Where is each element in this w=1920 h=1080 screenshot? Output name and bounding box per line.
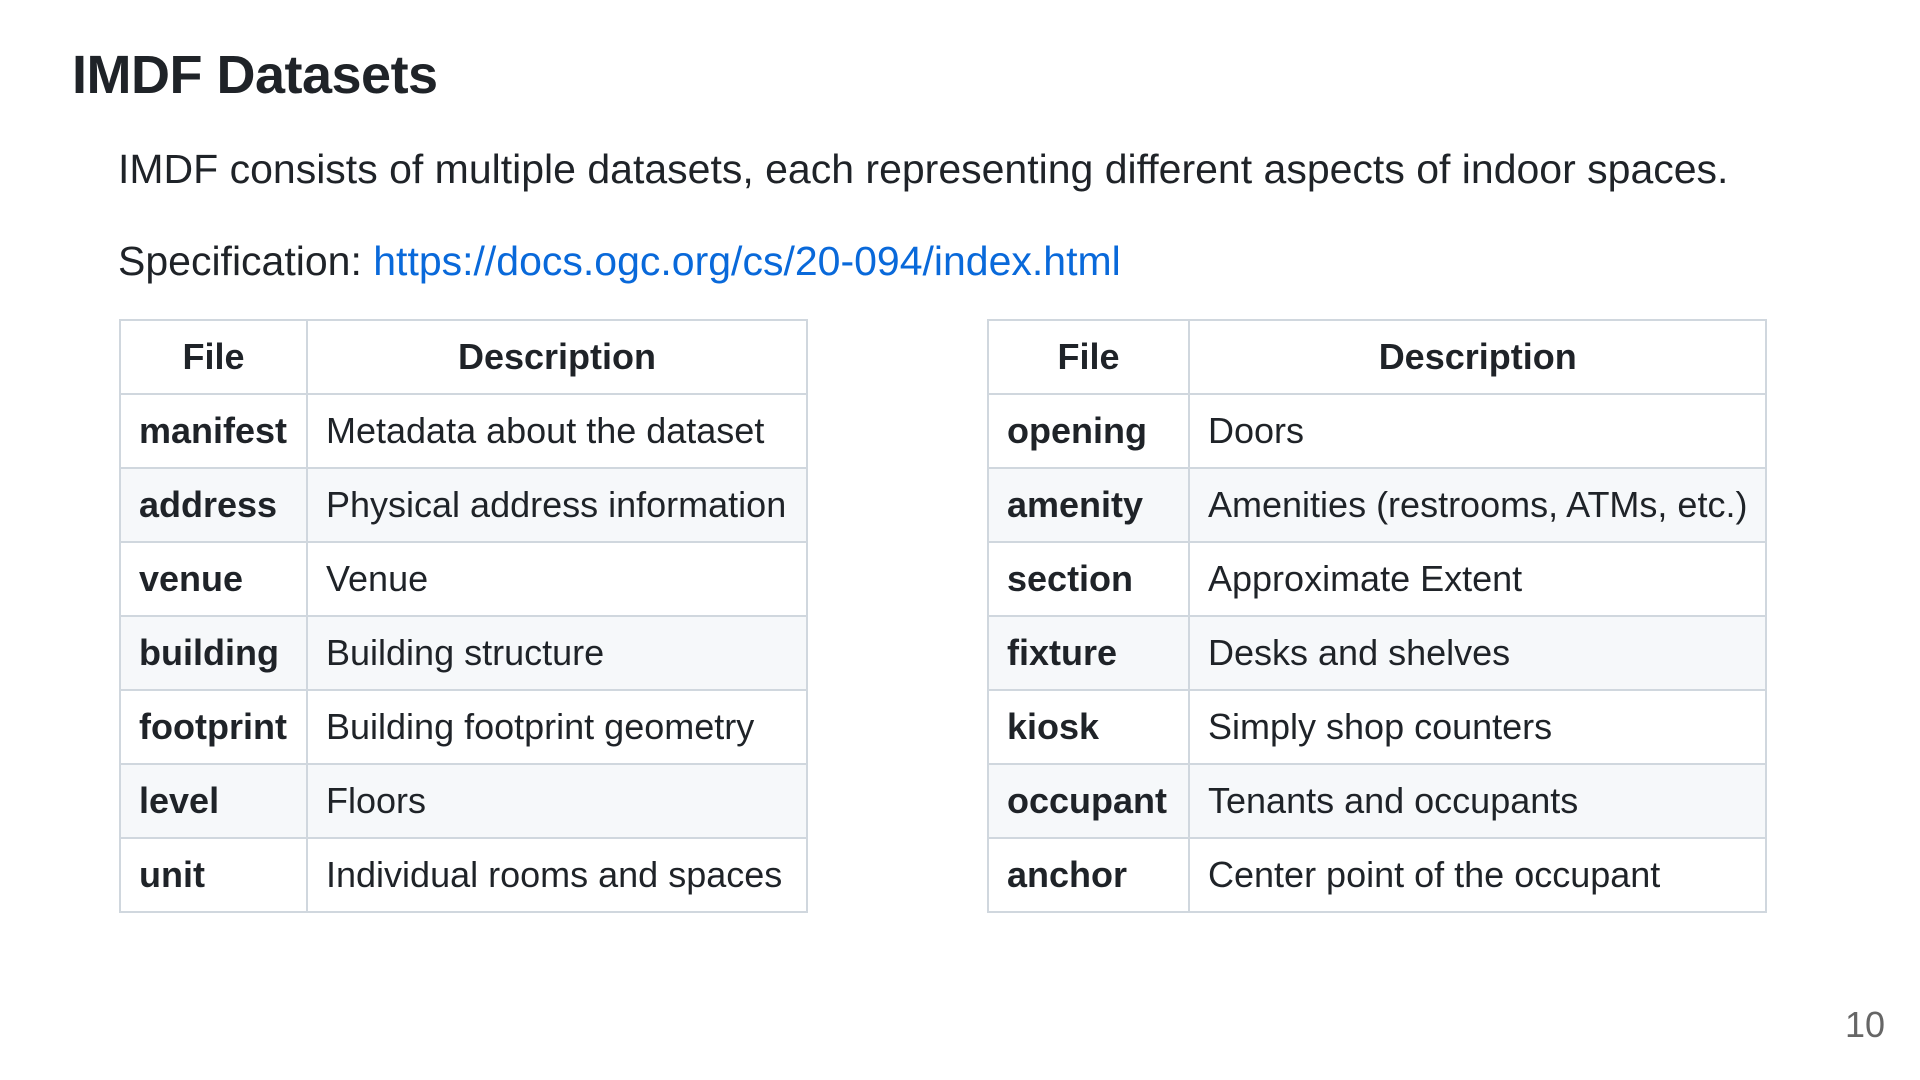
- datasets-table-left: [119, 319, 808, 913]
- file-cell: opening: [988, 394, 1189, 468]
- file-cell: footprint: [120, 690, 307, 764]
- column-header-description: Description: [307, 320, 807, 394]
- table-row: [988, 394, 1766, 468]
- slide-title: IMDF Datasets: [72, 45, 438, 105]
- description-cell: Desks and shelves: [1189, 616, 1766, 690]
- table-row: [120, 394, 807, 468]
- description-cell: Building structure: [307, 616, 807, 690]
- column-header-file: File: [988, 320, 1189, 394]
- table-row: [988, 468, 1766, 542]
- description-cell: Individual rooms and spaces: [307, 838, 807, 912]
- file-cell: address: [120, 468, 307, 542]
- description-cell: Physical address information: [307, 468, 807, 542]
- table-row: [988, 616, 1766, 690]
- table-row: [120, 838, 807, 912]
- file-cell: amenity: [988, 468, 1189, 542]
- description-cell: Metadata about the dataset: [307, 394, 807, 468]
- table-row: [988, 764, 1766, 838]
- file-cell: manifest: [120, 394, 307, 468]
- file-cell: section: [988, 542, 1189, 616]
- intro-text: IMDF consists of multiple datasets, each representing different aspects of indoor spaces.: [118, 146, 1729, 192]
- file-cell: fixture: [988, 616, 1189, 690]
- file-cell: anchor: [988, 838, 1189, 912]
- table-row: [120, 616, 807, 690]
- column-header-file: File: [120, 320, 307, 394]
- description-cell: Venue: [307, 542, 807, 616]
- specification-link[interactable]: https://docs.ogc.org/cs/20-094/index.html: [373, 238, 1121, 284]
- table-row: [120, 764, 807, 838]
- file-cell: building: [120, 616, 307, 690]
- file-cell: kiosk: [988, 690, 1189, 764]
- specification-line: [118, 238, 1121, 285]
- description-cell: Building footprint geometry: [307, 690, 807, 764]
- specification-label: Specification:: [118, 238, 374, 284]
- table-row: [120, 542, 807, 616]
- description-cell: Tenants and occupants: [1189, 764, 1766, 838]
- table-row: [988, 838, 1766, 912]
- file-cell: venue: [120, 542, 307, 616]
- file-cell: level: [120, 764, 307, 838]
- description-cell: Center point of the occupant: [1189, 838, 1766, 912]
- table-header-row: [120, 320, 807, 394]
- table-row: [120, 690, 807, 764]
- description-cell: Simply shop counters: [1189, 690, 1766, 764]
- column-header-description: Description: [1189, 320, 1766, 394]
- description-cell: Floors: [307, 764, 807, 838]
- file-cell: occupant: [988, 764, 1189, 838]
- table-header-row: [988, 320, 1766, 394]
- datasets-table-right: [987, 319, 1767, 913]
- file-cell: unit: [120, 838, 307, 912]
- description-cell: Doors: [1189, 394, 1766, 468]
- table-row: [988, 690, 1766, 764]
- table-row: [120, 468, 807, 542]
- description-cell: Amenities (restrooms, ATMs, etc.): [1189, 468, 1766, 542]
- description-cell: Approximate Extent: [1189, 542, 1766, 616]
- table-row: [988, 542, 1766, 616]
- page-number: 10: [1844, 1004, 1885, 1045]
